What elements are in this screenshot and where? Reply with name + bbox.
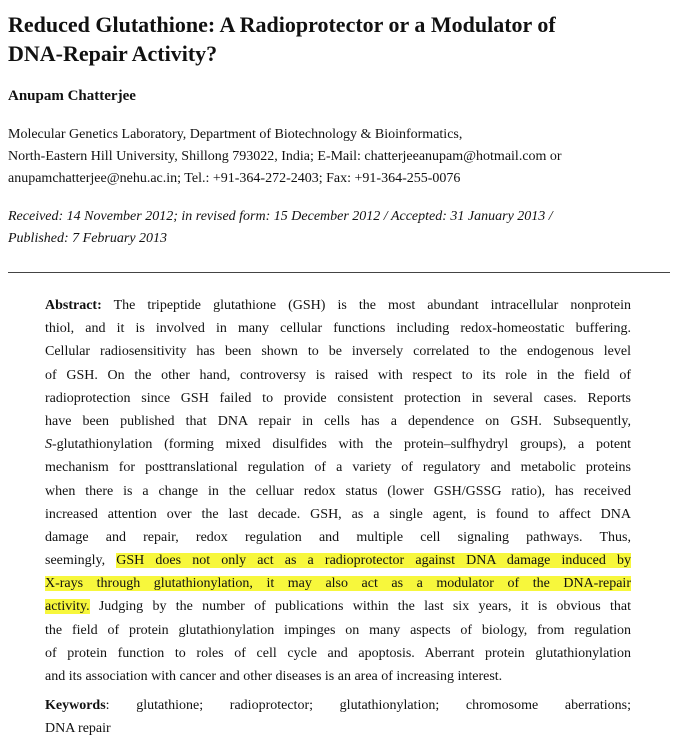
- abstract-line: of GSH. On the other hand, controversy is raised with respect to its role in the field of: [45, 367, 631, 383]
- abstract-line: mechanism for posttranslational regulation of a variety of regulatory and metabolic proteins: [45, 460, 631, 476]
- affiliation-line: anupamchatterjee@nehu.ac.in; Tel.: +91-364-272-2403; Fax: +91-364-255-0076: [8, 171, 461, 186]
- affiliation: [8, 124, 668, 190]
- highlighted-text: X-rays through glutathionylation, it may also act as a modulator of the DNA-repair: [45, 576, 631, 592]
- abstract-text: seemingly,: [45, 553, 117, 569]
- abstract-text: -glutathionylation (forming mixed disulfides with the protein–sulfhydryl groups), a potent: [52, 437, 631, 453]
- abstract-text: The tripeptide glutathione (GSH) is the most abundant intracellular nonprotein: [113, 298, 631, 313]
- author-name: Anupam Chatterjee: [8, 88, 136, 104]
- abstract-line: damage and repair, redox regulation and multiple cell signaling pathways. Thus,: [45, 529, 631, 545]
- abstract-line: thiol, and it is involved in many cellular functions including redox-homeostatic buffering.: [45, 321, 631, 337]
- paper-title: [8, 10, 658, 68]
- abstract: [45, 294, 631, 688]
- abstract-line: [45, 294, 631, 317]
- abstract-line: radioprotection since GSH failed to provide consistent protection in several cases. Reports: [45, 390, 631, 406]
- divider-rule: [8, 272, 670, 273]
- abstract-line: the field of protein glutathionylation impinges on many aspects of biology, from regulation: [45, 622, 631, 638]
- keywords: [45, 694, 631, 740]
- dates-line: Published: 7 February 2013: [8, 231, 168, 246]
- abstract-line: of protein function to roles of cell cycle and apoptosis. Aberrant protein glutathionylation: [45, 645, 631, 661]
- dates-line: Received: 14 November 2012; in revised form: 15 December 2012 / Accepted: 31 January 2013 /: [8, 209, 553, 224]
- abstract-line: increased attention over the last decade. GSH, as a single agent, is found to affect DNA: [45, 506, 631, 522]
- publication-dates: [8, 206, 668, 250]
- affiliation-line: Molecular Genetics Laboratory, Department of Biotechnology & Bioinformatics,: [8, 127, 463, 142]
- abstract-line: and its association with cancer and other diseases is an area of increasing interest.: [45, 669, 503, 684]
- abstract-line: [45, 433, 631, 456]
- abstract-line: have been published that DNA repair in cells has a dependence on GSH. Subsequently,: [45, 413, 631, 429]
- abstract-line: Cellular radiosensitivity has been shown to be inversely correlated to the endogenous level: [45, 344, 631, 360]
- abstract-line: when there is a change in the celluar redox status (lower GSH/GSSG ratio), has received: [45, 483, 631, 499]
- keywords-label: Keywords: [45, 698, 106, 713]
- title-line-2: DNA-Repair Activity?: [8, 41, 218, 66]
- abstract-line: [45, 549, 631, 572]
- affiliation-line: North-Eastern Hill University, Shillong 793022, India; E-Mail: chatterjeeanupam@hotmail.com or: [8, 149, 562, 164]
- title-line-1: Reduced Glutathione: A Radioprotector or a Modulator of: [8, 12, 556, 37]
- keywords-line: [45, 694, 631, 717]
- highlighted-text: activity.: [45, 599, 90, 615]
- abstract-label: Abstract:: [45, 298, 102, 313]
- abstract-line: [45, 595, 631, 618]
- keywords-text: : glutathione; radioprotector; glutathionylation; chromosome aberrations;: [105, 698, 631, 713]
- keywords-line: DNA repair: [45, 721, 111, 737]
- highlighted-text: GSH does not only act as a radioprotector against DNA damage induced by: [116, 553, 631, 569]
- italic-s: S: [45, 437, 52, 453]
- abstract-line: [45, 572, 631, 595]
- abstract-text: Judging by the number of publications within the last six years, it is obvious that: [98, 599, 632, 615]
